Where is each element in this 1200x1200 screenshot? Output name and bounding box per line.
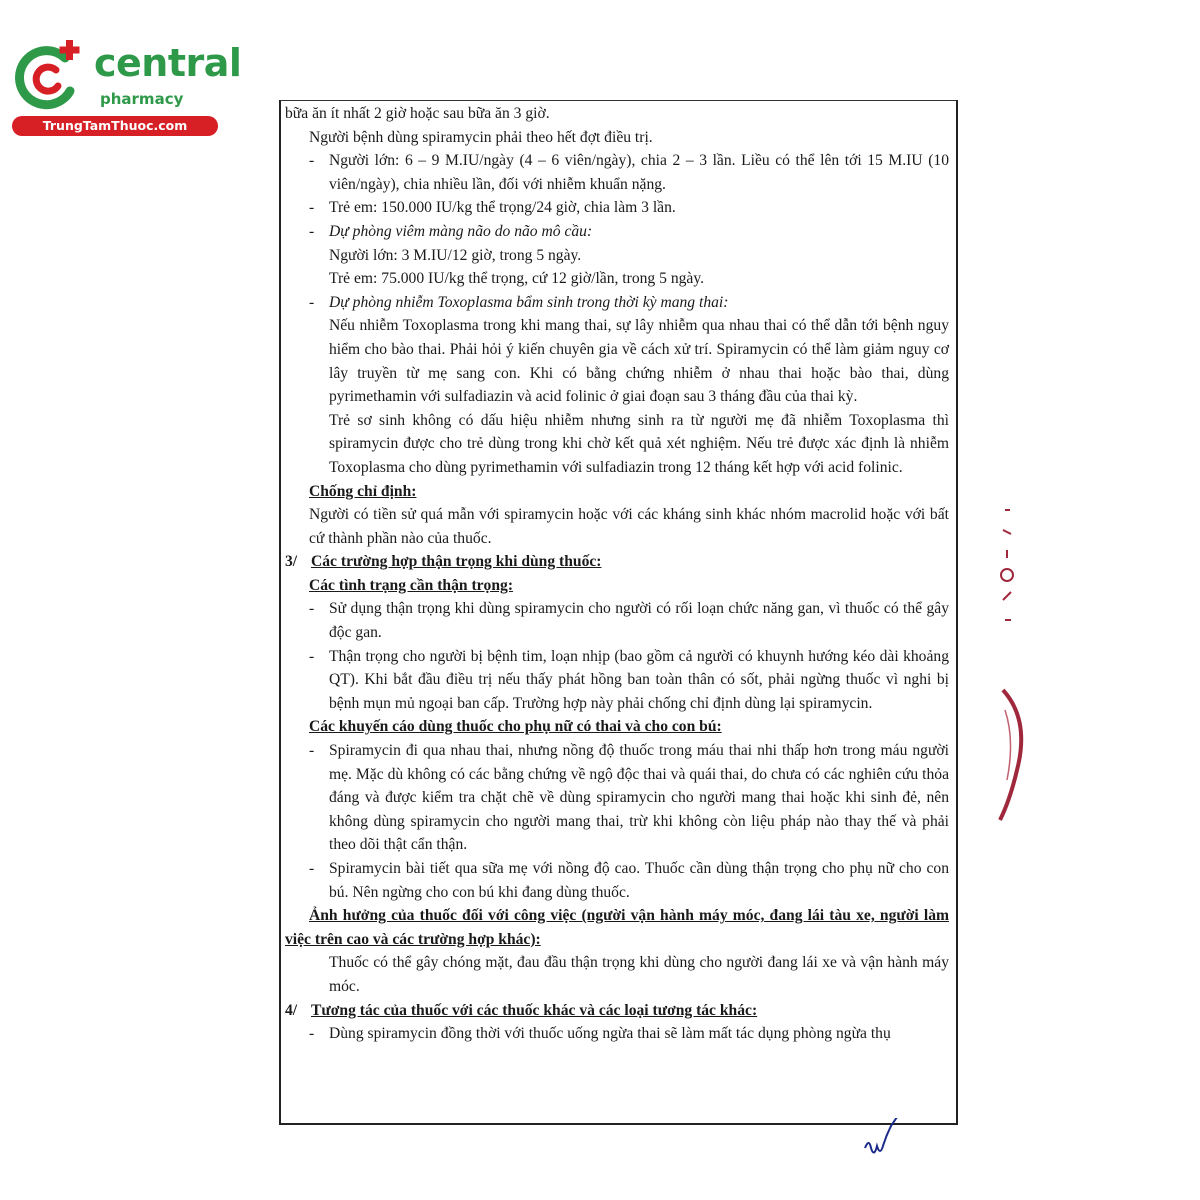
logo-subtitle: pharmacy xyxy=(100,90,184,108)
stamp-mark-icon xyxy=(985,480,1035,830)
text-line: bữa ăn ít nhất 2 giờ hoặc sau bữa ăn 3 giờ. xyxy=(285,105,550,122)
text-line: Người lớn: 3 M.IU/12 giờ, trong 5 ngày. xyxy=(329,246,582,264)
text-line: Người bệnh dùng spiramycin phải theo hết đợt điều trị. xyxy=(309,128,653,146)
logo-name: central xyxy=(94,41,242,85)
section-heading: Chống chỉ định: xyxy=(309,482,417,500)
paragraph: Nếu nhiễm Toxoplasma trong khi mang thai, sự lây nhiễm qua nhau thai có thể dẫn tới bệnh nguy hiểm cho bào thai. Phải hỏi ý kiến chuyên gia về cách xử trí. Spiramycin có thể làm giảm nguy cơ lây truyền từ mẹ sang con. Khi có bằng chứng nhiễm ở nhau thai hoặc bào thai, dùng pyrimethamin với sulfadiazin và acid folinic ở giai đoạn sau 3 tháng đầu của thai kỳ. xyxy=(329,317,949,406)
list-item: - Dùng spiramycin đồng thời với thuốc uống ngừa thai sẽ làm mất tác dụng phòng ngừa thụ xyxy=(309,1025,891,1043)
list-item: - Dự phòng nhiễm Toxoplasma bẩm sinh trong thời kỳ mang thai: xyxy=(309,293,729,311)
list-item: - Thận trọng cho người bị bệnh tim, loạn nhịp (bao gồm cả người có khuynh hướng kéo dài khoảng QT). Khi bắt đầu điều trị nếu thấy phát hồng ban toàn thân có sốt, phải ngừng thuốc vì nghi bị bệnh mụn mủ ngoại ban cấp. Trường hợp này phải chống chỉ định dùng lại spiramycin. xyxy=(309,647,949,712)
text-line: Trẻ em: 75.000 IU/kg thể trọng, cứ 12 giờ/lần, trong 5 ngày. xyxy=(329,270,705,288)
list-item: - Người lớn: 6 – 9 M.IU/ngày (4 – 6 viên/ngày), chia 2 – 3 lần. Liều có thể lên tới 15 M.IU (10 viên/ngày), chia nhiều lần, đối với nhiễm khuẩn nặng. xyxy=(309,152,949,193)
list-item: - Sử dụng thận trọng khi dùng spiramycin cho người có rối loạn chức năng gan, vì thuốc có thể gây độc gan. xyxy=(309,600,949,642)
list-item: - Spiramycin đi qua nhau thai, nhưng nồng độ thuốc trong máu thai nhi thấp hơn trong máu người mẹ. Mặc dù không có các bằng chứng về ngộ độc thai và quái thai, do chưa có các nghiên cứu thỏa đáng và được kiểm tra chặt chẽ về dùng spiramycin cho người mang thai hoặc khi sinh đẻ, nên không dùng spiramycin cho người mang thai, trừ khi không còn liệu pháp nào thay thế và phải theo dõi thật cẩn thận. xyxy=(309,742,949,854)
logo-website[interactable]: TrungTamThuoc.com xyxy=(12,116,218,136)
list-item: - Spiramycin bài tiết qua sữa mẹ với nồng độ cao. Thuốc cần dùng thận trọng cho phụ nữ cho con bú. Nên ngừng cho con bú khi đang dùng thuốc. xyxy=(309,860,949,901)
section-heading: 4/ Tương tác của thuốc với các thuốc khác và các loại tương tác khác: xyxy=(285,1001,758,1019)
section-heading: 3/ Các trường hợp thận trọng khi dùng thuốc: xyxy=(285,553,602,571)
paragraph: Trẻ sơ sinh không có dấu hiệu nhiễm nhưng sinh ra từ người mẹ đã nhiễm Toxoplasma thì spiramycin được cho trẻ dùng trong khi chờ kết quả xét nghiệm. Nếu trẻ được xác định là nhiễm Toxoplasma cho dùng pyrimethamin với sulfadiazin trong 12 tháng kết hợp với acid folinic. xyxy=(329,411,949,476)
central-pharmacy-logo-icon xyxy=(10,36,90,116)
signature-icon xyxy=(860,1118,910,1163)
subsection-heading: Ảnh hưởng của thuốc đối với công việc (người vận hành máy móc, đang lái tàu xe, người làm việc trên cao và các trường hợp khác): xyxy=(285,907,949,948)
paragraph: Thuốc có thể gây chóng mặt, đau đầu thận trọng khi dùng cho người đang lái xe và vận hành máy móc. xyxy=(329,954,949,995)
subsection-heading: Các tình trạng cần thận trọng: xyxy=(309,576,514,594)
list-item: - Dự phòng viêm màng não do não mô cầu: xyxy=(309,222,593,240)
brand-logo[interactable] xyxy=(10,36,242,136)
subsection-heading: Các khuyến cáo dùng thuốc cho phụ nữ có thai và cho con bú: xyxy=(309,718,722,736)
list-item: - Trẻ em: 150.000 IU/kg thể trọng/24 giờ, chia làm 3 lần. xyxy=(309,199,676,217)
paragraph: Người có tiền sử quá mẫn với spiramycin hoặc với các kháng sinh khác nhóm macrolid hoặc với bất cứ thành phần nào của thuốc. xyxy=(309,506,949,547)
document-body xyxy=(285,102,949,1046)
